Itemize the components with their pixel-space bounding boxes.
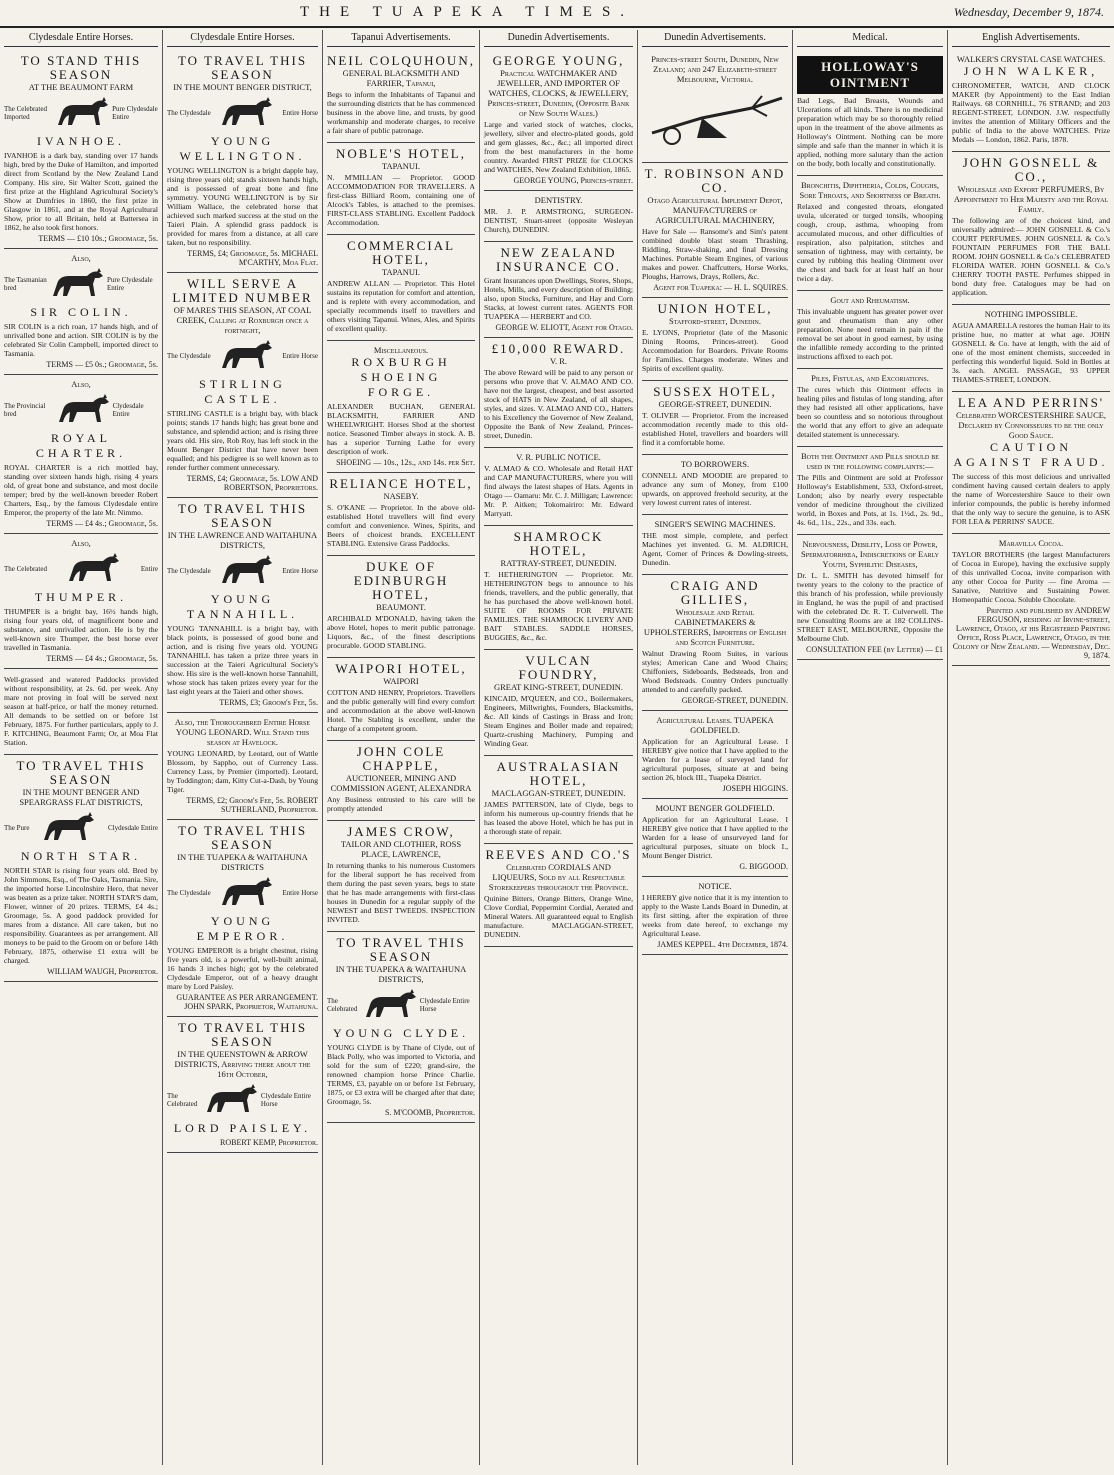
- ad-title: WILL SERVE A LIMITED NUMBER: [172, 276, 313, 305]
- advertisement: [797, 447, 943, 535]
- horse-illustration: [4, 95, 158, 131]
- advertisement: [4, 249, 158, 375]
- ad-name: CAUTION AGAINST FRAUD.: [953, 440, 1109, 469]
- column: [948, 30, 1114, 1465]
- ad-subtitle: IN THE MOUNT BENGER DISTRICT,: [173, 82, 312, 92]
- ad-body: T. HETHERINGTON — Proprietor. Mr. HETHERINGTON begs to announce to his friends, travellers, and the public generally, that he has purchased the above well-known hotel. SUITE OF ROOMS FOR PRIVATE FAMILIES. THE SHAMROCK LIVERY AND BAIT STABLES. SADDLE HORSES, BUGGIES, &c., &c.: [484, 570, 633, 642]
- ad-title: TO TRAVEL THIS SEASON: [177, 501, 308, 530]
- ad-terms: TERMS, £2; Groom's Fee, 5s. ROBERT SUTHERLAND, Proprietor.: [186, 796, 318, 814]
- ad-title: T. ROBINSON AND CO.: [644, 166, 786, 195]
- ad-subtitle: Celebrated CORDIALS AND LIQUEURS, Sold by all Respectable Storekeepers throughout the Province.: [488, 862, 629, 892]
- horse-caption-left: The Celebrated: [4, 565, 47, 573]
- ad-terms: TERMS — £4 4s.; Groomage, 5s.: [46, 654, 158, 663]
- horse-caption-right: Entire: [140, 565, 158, 573]
- horse-caption-right: Entire Horse: [282, 352, 318, 360]
- ad-title: JOHN COLE CHAPPLE,: [356, 744, 446, 773]
- ad-body: YOUNG WELLINGTON is a bright dapple bay, rising three years old; stands sixteen hands high, and is possessed of great bone and fine symmetry. YOUNG WELLINGTON is by Sir William Wallace, the celebrated horse that achieved such marked success at the stud on the Taieri Plain. A splendid grass paddock is provided for mares from a distance, at all care taken, but no responsibility.: [167, 166, 318, 247]
- ad-body: The above Reward will be paid to any person or persons who prove that V. ALMAO AND CO. have not the largest, cheapest, and best assorted stock of HATS in New Zealand, of all shapes, styles, and sizes. V. ALMAO AND CO., Hatters to his Excellency the Governor of New Zealand, Opposite the Bank of New Zealand, Princes-street, Dunedin.: [484, 368, 633, 440]
- horse-caption-right: Clydesdale Entire Horse: [419, 997, 470, 1013]
- ad-title: LEA AND PERRINS': [957, 395, 1105, 410]
- ad-title: SUSSEX HOTEL,: [653, 384, 777, 399]
- advertisement: [167, 1017, 318, 1153]
- ad-subtitle: Also, the Thoroughbred Entire Horse YOUNG LEONARD. Will Stand this season at Havelock.: [174, 717, 311, 747]
- ad-subtitle: IN THE TUAPEKA & WAITAHUNA DISTRICTS: [177, 852, 308, 872]
- ad-terms: CONSULTATION FEE (by Letter) — £1: [806, 645, 943, 654]
- ad-title: TO TRAVEL THIS SEASON: [177, 53, 308, 82]
- ad-subtitle: Miscellaneous.: [373, 345, 429, 355]
- ad-name: YOUNG CLYDE.: [332, 1026, 470, 1040]
- ad-body: Have for Sale — Ransome's and Sim's patent combined double blast steam Thrashing, Riddling, Straw-shaking, and final Dressing Machines. Portable Steam Engines, of various makes and power. Chaffcutters, Horse Works, Ploughs, Harrows, Drays, Rollers, &c.: [642, 227, 788, 281]
- ad-title: CRAIG AND GILLIES,: [670, 578, 760, 607]
- horse-caption-left: The Tasmanian bred: [4, 276, 47, 292]
- ad-title: WAIPORI HOTEL,: [335, 661, 467, 676]
- advertisement: [4, 50, 158, 249]
- ad-subtitle: Also,: [71, 253, 91, 263]
- advertisement: [484, 50, 633, 191]
- horse-illustration: [167, 553, 318, 589]
- ad-name: ROYAL CHARTER.: [35, 431, 127, 460]
- advertisement: [484, 448, 633, 526]
- ad-subtitle: Both the Ointment and Pills should be used in the following complaints:—: [801, 451, 939, 471]
- ad-subtitle: Wholesale and Export PERFUMERS, By Appointment to Her Majesty and the Royal Family.: [953, 184, 1109, 214]
- ad-subtitle: BEAUMONT.: [376, 602, 426, 612]
- advertisement: [642, 298, 788, 381]
- ad-body: Relaxed and congested throats, elongated uvula, ulcerated or turged tonsils, whooping cough, croup, asthma, whooping from accumulated mucous, and other difficulties of respiration, also palpitation, stitches and sensation of tightness, may with certainty, be cured by rubbing this healing Ointment over the chest and back for at least half an hour twice a day.: [797, 202, 943, 283]
- ad-body: I HEREBY give notice that it is my intention to apply to the Waste Lands Board in Dunedin, at its first sitting, after the expiration of three weeks from date hereof, to exchange my Agricultural Lease.: [642, 893, 788, 938]
- advertisement: [327, 741, 475, 821]
- column-heading: Dunedin Advertisements.: [484, 30, 633, 47]
- horse-illustration: [4, 810, 158, 846]
- horse-icon: [65, 551, 123, 587]
- horse-icon: [54, 95, 112, 131]
- ad-subtitle: Piles, Fistulas, and Excoriations.: [811, 373, 929, 383]
- advertisement: [327, 473, 475, 556]
- advertisement: [327, 143, 475, 235]
- ad-terms: TERMS, £3; Groom's Fee, 5s.: [219, 698, 318, 707]
- advertisement: [642, 455, 788, 515]
- ad-body: Application for an Agricultural Lease. I HEREBY give notice that I have applied to the Warden for a lease of unsurveyed land for agricultural purposes, situate on block I., Mount Benger District.: [642, 815, 788, 860]
- ad-terms: GEORGE W. ELIOTT, Agent for Otago.: [495, 323, 633, 332]
- advertisement: [797, 369, 943, 447]
- horse-caption-left: The Clydesdale: [167, 567, 211, 575]
- ad-subtitle: Bronchitis, Diphtheria, Colds, Coughs, Sore Throats, and Shortness of Breath.: [799, 180, 941, 200]
- ad-subtitle: NOTICE.: [698, 881, 732, 891]
- ad-title: UNION HOTEL,: [657, 301, 773, 316]
- advertisement: [642, 381, 788, 455]
- advertisement: [327, 341, 475, 473]
- column: [0, 30, 163, 1465]
- horse-caption-left: The Celebrated: [327, 997, 358, 1013]
- ad-subtitle: Celebrated WORCESTERSHIRE SAUCE, Declared by Connoisseurs to be the only Good Sauce.: [955, 410, 1107, 440]
- advertisement: [642, 877, 788, 955]
- horse-caption-right: Entire Horse: [282, 889, 318, 897]
- advertisement: [327, 658, 475, 741]
- ad-subtitle: GEORGE-STREET, DUNEDIN.: [658, 399, 772, 409]
- ad-terms: TERMS — £5 0s.; Groomage, 5s.: [46, 360, 158, 369]
- ad-name: SIR COLIN.: [30, 305, 132, 319]
- ad-subtitle: Also,: [71, 379, 91, 389]
- ad-subtitle: RATTRAY-STREET, DUNEDIN.: [500, 558, 617, 568]
- ad-body: ANDREW ALLAN — Proprietor. This Hotel sustains its reputation for comfort and attention, and is replete with every accommodation, and specially recommends itself to travellers and others visiting Tapanui. Wines, Ales, and Spirits of excellent quality.: [327, 279, 475, 333]
- horse-icon: [40, 810, 98, 846]
- ad-body: STIRLING CASTLE is a bright bay, with black points; stands 17 hands high; has great bone and substance, and splendid action; and is rising three years old. His sire, Rob Roy, has left stock in the Mount Benger District that have never been equalled; and his pedigree is so well known as to render further comment unnecessary.: [167, 409, 318, 472]
- ad-subtitle: Nervousness, Debility, Loss of Power, Spermatorrhœa, Indiscretions of Early Youth, Syphilitic Diseases,: [801, 539, 939, 569]
- ad-title: NEW ZEALAND INSURANCE CO.: [496, 245, 621, 274]
- ad-body: T. OLIVER — Proprietor. From the increased accommodation recently made to this old-established Hotel, travellers and boarders will find it a comfortable home.: [642, 411, 788, 447]
- ad-body: Application for an Agricultural Lease. I HEREBY give notice that I have applied to the Warden for a lease of surveyed land for agricultural purposes, situate at and being section 26, block III., Tuapeka District.: [642, 737, 788, 782]
- ad-body: Any Business entrusted to his care will be promptly attended: [327, 795, 475, 813]
- column: [323, 30, 480, 1465]
- ad-name: YOUNG EMPEROR.: [196, 914, 289, 943]
- ad-terms: TERMS, £4; Groomage, 5s. MICHAEL M'CARTHY, Moa Flat.: [187, 249, 318, 267]
- ad-subtitle: Maravilla Cocoa.: [998, 538, 1064, 548]
- masthead: [0, 0, 1114, 28]
- advertisement: [484, 756, 633, 844]
- ad-title: RELIANCE HOTEL,: [329, 476, 473, 491]
- ad-subtitle: Also,: [71, 538, 91, 548]
- ad-terms: TERMS — £4 4s.; Groomage, 5s.: [46, 519, 158, 528]
- advertisement: [167, 820, 318, 1017]
- horse-icon: [218, 875, 276, 911]
- horse-caption-right: Clydesdale Entire: [112, 402, 144, 418]
- ad-title: VULCAN FOUNDRY,: [518, 653, 599, 682]
- horse-icon: [362, 987, 420, 1023]
- advertisement: [4, 755, 158, 982]
- column-heading: Medical.: [797, 30, 943, 47]
- ad-terms: ROBERT KEMP, Proprietor.: [220, 1138, 318, 1147]
- ad-terms: GEORGE YOUNG, Princes-street.: [513, 176, 633, 185]
- advertisement: [952, 392, 1110, 534]
- ad-name: JOHN WALKER,: [963, 64, 1099, 78]
- ad-body: ARCHIBALD M'DONALD, having taken the above Hotel, hopes to merit public patronage. Liquors, &c., of the finest descriptions procurable. GOOD STABLING.: [327, 614, 475, 650]
- ad-subtitle: Stafford-street, Dunedin.: [669, 316, 761, 326]
- ad-subtitle: TAPANUI.: [382, 267, 420, 277]
- ad-title: JOHN GOSNELL & CO.,: [962, 155, 1100, 184]
- ad-subtitle: DENTISTRY.: [534, 195, 583, 205]
- advertisement: [642, 515, 788, 575]
- advertisement: [327, 932, 475, 1123]
- ad-title: £10,000 REWARD.: [491, 341, 626, 356]
- ad-subtitle: IN THE TUAPEKA & WAITAHUNA DISTRICTS,: [335, 964, 467, 984]
- ad-body: THUMPER is a bright bay, 16½ hands high, rising four years old, of magnificent bone and substance, and unrivalled action. He is by the well-known sire Thumper, the best horse ever travelled in Tasmania.: [4, 607, 158, 652]
- ad-subtitle: Practical WATCHMAKER AND JEWELLER, AND IMPORTER OF WATCHES, CLOCKS, & JEWELLERY, Princes-street, Dunedin, (Opposite Bank of New South Wales.): [487, 68, 630, 118]
- ad-subtitle: V. R.: [549, 356, 568, 366]
- ad-terms: GEORGE-STREET, DUNEDIN.: [681, 696, 788, 705]
- horse-caption-left: The Clydesdale: [167, 889, 211, 897]
- ad-name: YOUNG TANNAHILL.: [186, 592, 299, 621]
- ad-subtitle: IN THE MOUNT BENGER AND SPEARGRASS FLAT DISTRICTS,: [19, 787, 143, 807]
- ad-body: ROYAL CHARTER is a rich mottled bay, standing over sixteen hands high, rising 4 years old, of great bone and substance, and most docile temper; bred by the well-known breeder Robert Charters, Esq., by the famous Clydesdale entire Emperor, the property of the late Mr. Nimmo.: [4, 463, 158, 517]
- column-heading: Dunedin Advertisements.: [642, 30, 788, 47]
- ad-terms: S. M'COOMB, Proprietor.: [384, 1108, 475, 1117]
- column: [480, 30, 638, 1465]
- ad-title: NEIL COLQUHOUN,: [327, 53, 475, 68]
- ad-terms: JAMES KEPPEL. 4th December, 1874.: [657, 940, 788, 949]
- ad-body: The cures which this Ointment effects in healing piles and fistulas of long standing, after they had resisted all other applications, have been so countless and so notorious throughout the world that any effort to give an adequate detailed statement is unnecessary.: [797, 385, 943, 439]
- advertisement: [952, 305, 1110, 392]
- advertisement: [952, 50, 1110, 152]
- horse-illustration: [167, 95, 318, 131]
- advertisement: [4, 534, 158, 669]
- ad-title: TO TRAVEL THIS SEASON: [177, 1020, 308, 1049]
- ad-subtitle: Wholesale and Retail CABINETMAKERS & UPHOLSTERERS, Importers of English and Scotch Furniture.: [643, 607, 787, 647]
- column: [793, 30, 948, 1465]
- horse-caption-right: Pure Clydesdale Entire: [112, 105, 158, 121]
- ad-body: AGUA AMARELLA restores the human Hair to its pristine hue, no matter at what age. JOHN GOSNELL & Co. have at length, with the aid of one of the most eminent chemists, succeeded in perfecting this wonderful liquid. Sold in Bottles at 3s. each. ANGEL PASSAGE, 93 UPPER THAMES-STREET, LONDON.: [952, 321, 1110, 384]
- horse-illustration: [4, 266, 158, 302]
- horse-icon: [49, 266, 107, 302]
- advertisement: [484, 526, 633, 650]
- ad-body: YOUNG EMPEROR is a bright chestnut, rising five years old, is a powerful, well-built animal, 16 hands 3 inches high; got by the celebrated Clydesdale Emperor, out of a heavy draught mare by Lord Paisley.: [167, 946, 318, 991]
- advertisement: [952, 152, 1110, 305]
- ad-title: TO TRAVEL THIS SEASON: [336, 935, 466, 964]
- ad-body: Well-grassed and watered Paddocks provided without responsibility, at 2s. 6d. per week. Any mare not proving in foal will be served next season at half-price, or half the money returned. All demands to be settled on or before 1st February, 1875. For further particulars, apply to J. F. KITCHING, Beaumont Farm; Or, at Moa Flat Station.: [4, 675, 158, 747]
- horse-icon: [218, 553, 276, 589]
- ad-title: TO TRAVEL THIS SEASON: [177, 823, 308, 852]
- ad-body: Quinine Bitters, Orange Bitters, Orange Wine, Clove Cordial, Peppermint Cordial, Aerated and Mineral Waters. All guaranteed equal to English manufacture. MACLAGGAN-STREET, DUNEDIN.: [484, 894, 633, 939]
- horse-illustration: [167, 875, 318, 911]
- advertisement: [167, 50, 318, 273]
- ad-body: Begs to inform the Inhabitants of Tapanui and the surrounding districts that he has commenced business in the above line, and trusts, by good workmanship and moderate charges, to receive a fair share of public patronage.: [327, 90, 475, 135]
- ad-body: YOUNG CLYDE is by Thane of Clyde, out of Black Polly, who was imported to Victoria, and sold for the sum of £220; grand-sire, the renowned champion horse Prince Charlie. TERMS, £3, payable on or before 1st February, 1875, or £3 extra will be charged after that date; Groomage, 5s.: [327, 1043, 475, 1106]
- ad-subtitle: TO BORROWERS.: [680, 459, 750, 469]
- ad-subtitle: HOLLOWAY'S OINTMENT: [797, 56, 943, 94]
- ad-name: ROXBURGH SHOEING FORGE.: [351, 355, 451, 399]
- horse-illustration: [167, 338, 318, 374]
- horse-caption-left: The Celebrated Imported: [4, 105, 47, 121]
- ad-subtitle: IN THE QUEENSTOWN & ARROW DISTRICTS, Arriving there about the 16th October,: [174, 1049, 311, 1079]
- horse-icon: [55, 392, 113, 428]
- advertisement: [484, 844, 633, 947]
- advertisement: [4, 669, 158, 755]
- ad-name: IVANHOE.: [36, 134, 126, 148]
- advertisement: [642, 50, 788, 163]
- advertisement: [484, 191, 633, 242]
- ad-subtitle: Agricultural Leases. TUAPEKA GOLDFIELD.: [656, 715, 774, 735]
- ad-title: COMMERCIAL HOTEL,: [346, 238, 456, 267]
- ad-body: CHRONOMETER, WATCH, AND CLOCK MAKER (by Appointment) to the East Indian Railways. 68 CORNHILL, 76 STRAND; and 203 REGENT-STREET, LONDON. J.W. respectfully invites the attention of Military Officers and the public of India to the above WATCHES. Prize Medals — London, 1862. Paris, 1878.: [952, 81, 1110, 144]
- horse-illustration: [4, 551, 158, 587]
- ad-subtitle: MACLAGGAN-STREET, DUNEDIN.: [491, 788, 626, 798]
- advertisement: [327, 235, 475, 341]
- ad-body: CONNELL AND MOODIE are prepared to advance any sum of Money, from £100 upwards, on approved freehold security, at the very lowest current rates of interest.: [642, 471, 788, 507]
- ad-terms: TERMS, £4; Groomage, 5s. LOW AND ROBERTSON, Proprietors.: [186, 474, 318, 492]
- ad-subtitle: AUCTIONEER, MINING AND COMMISSION AGENT, ALEXANDRA: [330, 773, 472, 793]
- advertisement: [167, 498, 318, 713]
- advertisement: [327, 50, 475, 143]
- ad-subtitle: Otago Agricultural Implement Depot, MANUFACTURERS of AGRICULTURAL MACHINERY,: [647, 195, 783, 225]
- horse-icon: [203, 1082, 261, 1118]
- horse-illustration: [327, 987, 475, 1023]
- horse-caption-left: The Clydesdale: [167, 352, 211, 360]
- ad-name: NORTH STAR.: [20, 849, 142, 863]
- ad-subtitle: NASEBY.: [383, 491, 419, 501]
- column: [163, 30, 323, 1465]
- ad-body: S. O'KANE — Proprietor. In the above old-established Hotel travellers will find every comfort and convenience. Wines, Spirits, and Beers of choicest brands. EXCELLENT STABLING. Extensive Grass Paddocks.: [327, 503, 475, 548]
- ad-body: Bad Legs, Bad Breasts, Wounds and Ulcerations of all kinds. There is no medicinal preparation which may be so thoroughly relied upon in the treatment of the above ailments as Holloway's Ointment. Nothing can be more simple and safe than the manner in which it is applied, nothing more salutary than the action on the body, both locally and constitutionally.: [797, 96, 943, 168]
- newspaper-title: THE TUAPEKA TIMES.: [300, 4, 635, 20]
- advertisement: [327, 556, 475, 658]
- ad-title: GEORGE YOUNG,: [492, 53, 625, 68]
- horse-caption-right: Pure Clydesdale Entire: [106, 276, 153, 292]
- advertisement: [642, 163, 788, 298]
- ad-body: Large and varied stock of watches, clocks, jewellery, silver and electro-plated goods, gold and gem glasses, &c., &c.; all imported direct from the best manufacturers in the home country. Awarded FIRST PRIZE for CLOCKS and WATCHES, New Zealand Exhibition, 1865.: [484, 120, 633, 174]
- horse-caption-right: Entire Horse: [282, 109, 318, 117]
- advertisement: [642, 711, 788, 799]
- ad-title: TO STAND THIS SEASON: [20, 53, 142, 82]
- advertisement: [484, 650, 633, 756]
- ad-body: E. LYONS, Proprietor (late of the Masonic Dining Rooms, Princes-street). Good Accommodation for Boarders. Private Rooms for Families. Charges moderate. Wines and Spirits of excellent quality.: [642, 328, 788, 373]
- ad-terms: WILLIAM WAUGH, Proprietor.: [47, 967, 158, 976]
- ad-subtitle: AT THE BEAUMONT FARM: [28, 82, 134, 92]
- horse-caption-right: Entire Horse: [282, 567, 318, 575]
- ad-subtitle: SINGER'S SEWING MACHINES.: [654, 519, 776, 529]
- ad-name: STIRLING CASTLE.: [199, 377, 286, 406]
- ad-title: TO TRAVEL THIS SEASON: [16, 758, 146, 787]
- horse-illustration: [167, 1082, 318, 1118]
- ad-body: V. ALMAO & CO. Wholesale and Retail HAT and CAP MANUFACTURERS, where you will find always the latest shapes of Hats. Agents in Otago — Oamaru: Mr. C. J. Milligan; Lawrence: Mr. P. Aitken; Tokomairiro: Mr. Edward Marryatt.: [484, 464, 633, 518]
- ad-body: Dr. L. L. SMITH has devoted himself for twenty years to the colony to the practice of this branch of his profession, while previously in England, he was the pupil of and practised with the celebrated Dr. R. T. Culverwell. The new Consulting Rooms are at 182 COLLINS-STREET EAST, MELBOURNE, Opposite the Melbourne Club.: [797, 571, 943, 643]
- ad-subtitle: Princes-street South, Dunedin, New Zealand; and 247 Elizabeth-street Melbourne, Victoria.: [651, 54, 779, 84]
- ad-terms: Printed and published by ANDREW FERGUSON, residing at Irvine-street, Lawrence, Otago, at his Registered Printing Office, Ross Place, Lawrence, Otago, in the Colony of New Zealand. — Wednesday, Dec. 9, 1874.: [952, 606, 1110, 660]
- horse-caption-right: Clydesdale Entire Horse: [260, 1092, 311, 1108]
- advertisement: [642, 799, 788, 877]
- ad-body: JAMES PATTERSON, late of Clyde, begs to inform his numerous up-country friends that he has leased the above Hotel, which he has put in a thorough state of repair.: [484, 800, 633, 836]
- ad-subtitle: OF MARES THIS SEASON, AT COAL CREEK, Calling at Roxburgh once a fortnight,: [173, 305, 312, 335]
- advertisement: [4, 375, 158, 534]
- ad-terms: JOSEPH HIGGINS.: [722, 784, 788, 793]
- ad-title: REEVES AND CO.'S: [485, 847, 632, 862]
- ad-body: SIR COLIN is a rich roan, 17 hands high, and of unrivalled bone and action. SIR COLIN is by the celebrated Sir Colin Campbell, imported direct to Tasmania.: [4, 322, 158, 358]
- horse-caption-right: Clydesdale Entire: [108, 824, 158, 832]
- ad-body: YOUNG TANNAHILL is a bright bay, with black points, is possessed of good bone and action, and is rising five years old. YOUNG TANNAHILL has taken a prize three years in succession at the Taieri Agricultural Society's show. His sire is the well-known horse Tannahill, whose stock has taken prizes every year for the last eight years at the Taieri and other shows.: [167, 624, 318, 696]
- advertisement: [952, 534, 1110, 666]
- ad-subtitle: GREAT KING-STREET, DUNEDIN.: [493, 682, 624, 692]
- ad-body: YOUNG LEONARD, by Leotard, out of Wattle Blossom, by Sappho, out of Currency Lass. Currency Lass, by Premier (imported). Leotard, by Toddington; dam, Kitty Cut-a-Dash, by Young Tiger.: [167, 749, 318, 794]
- ad-body: In returning thanks to his numerous Customers for the liberal support he has received from them during the past seven years, begs to state that he has made arrangements with first-class houses in Dunedin for a regular supply of the NEWEST and BEST TWEEDS. INSPECTION INVITED.: [327, 861, 475, 924]
- ad-body: The following are of the choicest kind, and universally admired:— JOHN GOSNELL & Co.'s COURT PERFUMES. JOHN GOSNELL & Co.'s FOUNTAIN PERFUMES FOR THE BALL ROOM. JOHN GOSNELL & Co.'s CELEBRATED FLORIDA WATER. JOHN GOSNELL & Co.'s CHERRY TOOTH PASTE. Perfumes shipped in bond duty free. Catalogues may be had on application.: [952, 216, 1110, 297]
- ad-body: MR. J. P. ARMSTRONG, SURGEON-DENTIST, Stuart-street (opposite Wesleyan Church), DUNEDIN.: [484, 207, 633, 234]
- advertisement: [484, 338, 633, 448]
- ad-body: The Pills and Ointment are sold at Professor Holloway's Establishment, 533, Oxford-street, London; also by nearly every respectable vendor of medicine throughout the civilized world, in Boxes and Pots, at 1s. 1½d., 2s. 9d., 4s. 6d., 11s., 22s., and 33s. each.: [797, 473, 943, 527]
- ad-terms: GUARANTEE AS PER ARRANGEMENT. JOHN SPARK, Proprietor, Waitahuna.: [176, 993, 318, 1011]
- horse-icon: [218, 95, 276, 131]
- ad-subtitle: V. R. PUBLIC NOTICE.: [516, 452, 601, 462]
- ad-subtitle: IN THE LAWRENCE AND WAITAHUNA DISTRICTS,: [167, 530, 318, 550]
- ad-body: THE most simple, complete, and perfect Machines yet invented. G. M. ALDRICH, Agent, Corner of Princes & Dowling-streets, Dunedin.: [642, 531, 788, 567]
- ad-body: ALEXANDER BUCHAN, GENERAL BLACKSMITH, FARRIER AND WHEELWRIGHT. Horses Shod at the shortest notice. Seasoned Timber always in stock. A. B. has a superior Turning Lathe for every description of work.: [327, 402, 475, 456]
- ad-body: NORTH STAR is rising four years old. Bred by John Simmons, Esq., of The Oaks, Tasmania. Sire, the imported horse Lincolnshire Hero, that never was beaten as a prize taker. NORTH STAR'S dam, Flower, winner of 20 prizes. TERMS, £4 4s.; Groomage, 5s. A good paddock provided for mares from a distance. All care taken, but no responsibility. Guarantees as per arrangement. All moneys to be paid to the Groom on or before 14th February, 1875, otherwise £1 extra will be charged.: [4, 866, 158, 965]
- ad-body: IVANHOE is a dark bay, standing over 17 hands high, bred by the Duke of Hamilton, and imported direct from Scotland by the New Zealand Land Company. His sire, Sir Walter Scott, gained the first prize at the Highland Agricultural Society's Show at Dumfries in 1860, the first prize in Glasgow in 1861, and at the Royal Agricultural Show, prior to all Britain, held at Battersea in 1862, he also took first honors.: [4, 151, 158, 232]
- ad-terms: G. BIGGOOD.: [739, 862, 788, 871]
- ad-terms: TERMS — £10 10s.; Groomage, 5s.: [38, 234, 158, 243]
- ad-subtitle: WAIPORI: [383, 676, 419, 686]
- ad-subtitle: TAPANUI.: [382, 161, 420, 171]
- advertisement: [797, 50, 943, 176]
- ad-title: AUSTRALASIAN HOTEL,: [496, 759, 621, 788]
- advertisement: [797, 535, 943, 660]
- ad-body: KINCAID, M'QUEEN, and CO., Boilermakers, Engineers, Millwrights, Founders, Blacksmiths, &c. All kinds of Castings in Brass and Iron; Steam Engines and Boiler made and repaired; Quartz-crushing Machinery, Pumping and Winding Gear.: [484, 694, 633, 748]
- horse-caption-left: The Provincial bred: [4, 402, 46, 418]
- ad-body: COTTON AND HENRY, Proprietors. Travellers and the public generally will find every comfort and accommodation at the above well-known Hotel. The Stabling is excellent, under the charge of a competent groom.: [327, 688, 475, 733]
- horse-caption-left: The Celebrated: [167, 1092, 198, 1108]
- horse-illustration: [4, 392, 158, 428]
- ad-subtitle: MOUNT BENGER GOLDFIELD.: [655, 803, 775, 813]
- column-heading: Tapanui Advertisements.: [327, 30, 475, 47]
- advertisement: [642, 575, 788, 711]
- ad-body: N. M'MILLAN — Proprietor. GOOD ACCOMMODATION FOR TRAVELLERS. A first-class Billiard Room, containing one of Alcock's Tables, is attached to the premises. FIRST-CLASS STABLING. Excellent Paddock Accommodation.: [327, 173, 475, 227]
- advertisement: [167, 273, 318, 498]
- ad-subtitle: WALKER'S CRYSTAL CASE WATCHES.: [956, 54, 1106, 64]
- ad-title: NOBLE'S HOTEL,: [335, 146, 466, 161]
- ad-terms: Agent for Tuapeka: — H. L. SQUIRES.: [653, 283, 788, 292]
- ad-subtitle: TAILOR AND CLOTHIER, ROSS PLACE, LAWRENCE,: [340, 839, 462, 859]
- advertisement: [797, 176, 943, 291]
- column-heading: Clydesdale Entire Horses.: [167, 30, 318, 47]
- ad-name: LORD PAISLEY.: [173, 1121, 312, 1135]
- advertisement: [797, 291, 943, 369]
- ad-body: The success of this most delicious and unrivalled condiment having caused certain dealers to apply the name of Worcestershire Sauce to their own inferior compounds, the public is hereby informed that the only way to secure the genuine, is to ASK FOR LEA & PERRINS' SAUCE.: [952, 472, 1110, 526]
- advertisement: [167, 713, 318, 820]
- advertisement: [484, 242, 633, 338]
- issue-date: Wednesday, December 9, 1874.: [953, 5, 1104, 19]
- ad-title: JAMES CROW,: [347, 824, 455, 839]
- plough-illustration: [642, 88, 788, 153]
- ad-body: TAYLOR BROTHERS (the largest Manufacturers of Cocoa in Europe), having the exclusive supply of this unrivalled Cocoa, invite comparison with any other Cocoa for Purity — fine Aroma — Sanative, Nutritive and Sustaining Power. Homeopathic Cocoa. Soluble Chocolate.: [952, 550, 1110, 604]
- ad-title: DUKE OF EDINBURGH HOTEL,: [353, 559, 449, 602]
- ad-name: THUMPER.: [34, 590, 128, 604]
- advertisement: [327, 821, 475, 932]
- ad-body: Grant Insurances upon Dwellings, Stores, Shops, Hotels, Mills, and every description of Building; also, upon Stocks, Furniture, and Hay and Corn Stacks, at lowest current rates. AGENTS FOR TUAPEKA — HERBERT and CO.: [484, 276, 633, 321]
- ad-terms: SHOEING — 10s., 12s., and 14s. per Set.: [336, 458, 475, 467]
- ad-title: SHAMROCK HOTEL,: [513, 529, 604, 558]
- ad-body: Walnut Drawing Room Suites, in various styles; American Cane and Wood Chairs; Chiffoniers, Sideboards, Bedsteads, Iron and Wood Bedsteads. Country Orders punctually attended to and carefully packed.: [642, 649, 788, 694]
- ad-subtitle: Gout and Rheumatism.: [830, 295, 910, 305]
- horse-caption-left: The Clydesdale: [167, 109, 211, 117]
- column-heading: Clydesdale Entire Horses.: [4, 30, 158, 47]
- ad-body: This invaluable unguent has greater power over gout and rheumatism than any other preparation. None need remain in pain if the removal be set about in good earnest, by using the infallible remedy according to the printed instructions affixed to each pot.: [797, 307, 943, 361]
- ad-name: YOUNG WELLINGTON.: [179, 134, 306, 163]
- horse-icon: [218, 338, 276, 374]
- column-heading: English Advertisements.: [952, 30, 1110, 47]
- ad-subtitle: NOTHING IMPOSSIBLE.: [984, 309, 1078, 319]
- column: [638, 30, 793, 1465]
- ad-subtitle: GENERAL BLACKSMITH AND FARRIER, Tapanui,: [342, 68, 460, 88]
- horse-caption-left: The Pure: [4, 824, 30, 832]
